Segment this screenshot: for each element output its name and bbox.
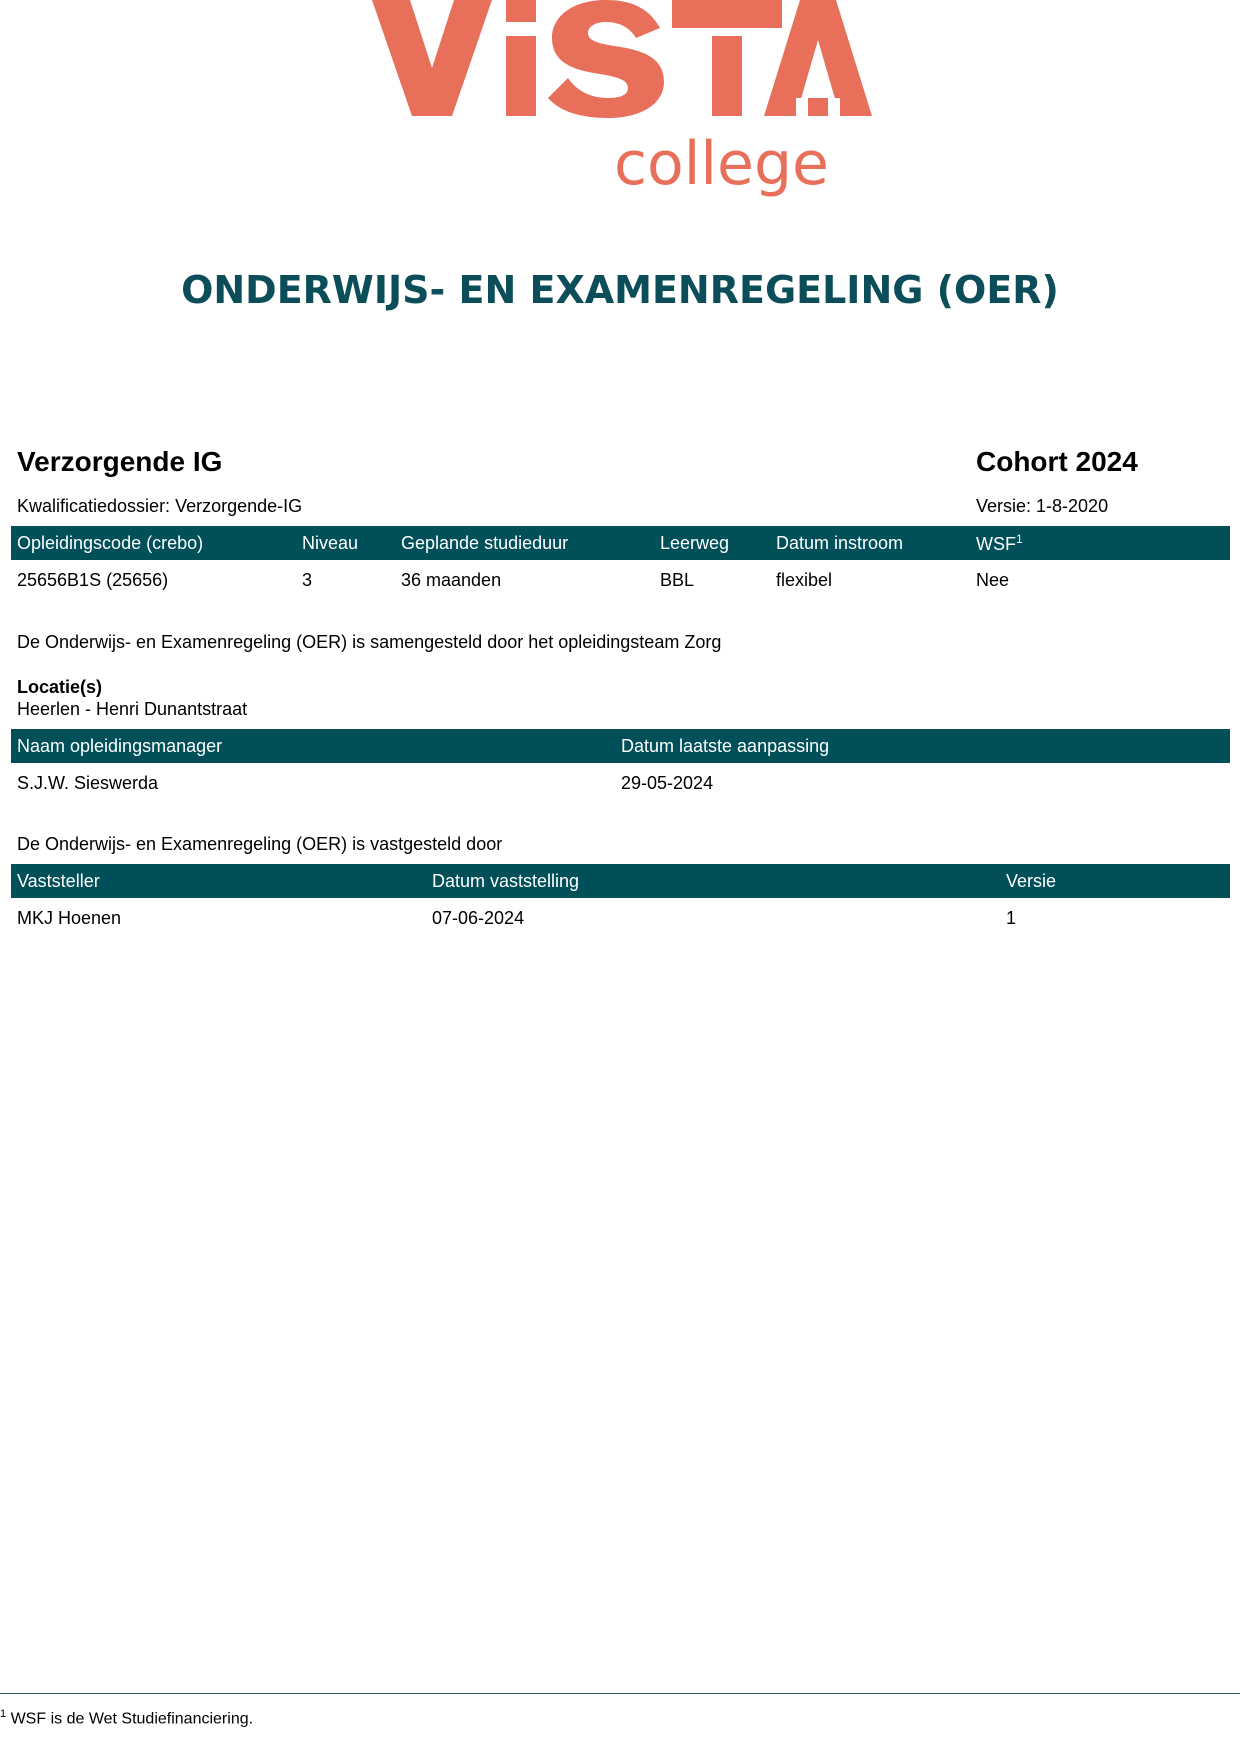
header-crebo: Opleidingscode (crebo) — [11, 526, 296, 560]
header-wsf-label: WSF — [976, 533, 1016, 554]
locations-value: Heerlen - Henri Dunantstraat — [17, 699, 248, 719]
table-header-row — [11, 526, 1230, 560]
program-name: Verzorgende IG — [17, 446, 223, 477]
cell-niveau: 3 — [302, 569, 313, 590]
cohort-label: Cohort 2024 — [976, 446, 1138, 477]
cell-studieduur: 36 maanden — [401, 569, 502, 590]
table-row — [11, 560, 1230, 600]
document-title: ONDERWIJS- EN EXAMENREGELING (OER) — [181, 268, 1059, 312]
program-table — [11, 526, 1230, 600]
header-niveau: Niveau — [296, 526, 395, 560]
composed-by-text: De Onderwijs- en Examenregeling (OER) is samengesteld door het opleidingsteam Zorg — [17, 632, 722, 652]
cell-wsf: Nee — [976, 569, 1010, 590]
footnote-text: WSF is de Wet Studiefinanciering. — [10, 1710, 254, 1728]
table-header-row — [11, 729, 1230, 763]
cell-manager-name: S.J.W. Sieswerda — [17, 772, 159, 793]
header-versie: Versie — [1000, 864, 1230, 898]
established-by-text: De Onderwijs- en Examenregeling (OER) is vastgesteld door — [17, 834, 503, 854]
cell-vaststeller: MKJ Hoenen — [17, 907, 122, 928]
locations-label: Locatie(s) — [17, 677, 103, 697]
header-wsf — [970, 526, 1230, 560]
dossier-version: Versie: 1-8-2020 — [976, 496, 1109, 516]
cell-datum-instroom: flexibel — [776, 569, 833, 590]
table-row — [11, 763, 1230, 803]
footnote — [0, 1708, 253, 1728]
header-vaststeller: Vaststeller — [11, 864, 426, 898]
logo-subtext: college — [614, 129, 829, 199]
cell-crebo: 25656B1S (25656) — [17, 569, 169, 590]
footnote-marker: 1 — [1016, 531, 1023, 546]
table-row — [11, 898, 1230, 938]
footnote-divider — [0, 1693, 1240, 1694]
header-studieduur: Geplande studieduur — [395, 526, 654, 560]
logo-graphic — [368, 0, 872, 210]
header-datum-instroom: Datum instroom — [770, 526, 970, 560]
cell-versie: 1 — [1006, 907, 1017, 928]
manager-table — [11, 729, 1230, 803]
footnote-number: 1 — [0, 1708, 7, 1720]
qualification-dossier: Kwalificatiedossier: Verzorgende-IG — [17, 496, 303, 516]
header-manager-name: Naam opleidingsmanager — [11, 729, 615, 763]
header-datum-vaststelling: Datum vaststelling — [426, 864, 1000, 898]
cell-leerweg: BBL — [660, 569, 695, 590]
vista-college-logo — [0, 0, 1240, 210]
approval-table — [11, 864, 1230, 938]
cell-last-modified: 29-05-2024 — [621, 772, 714, 793]
header-leerweg: Leerweg — [654, 526, 770, 560]
header-last-modified: Datum laatste aanpassing — [615, 729, 1230, 763]
table-header-row — [11, 864, 1230, 898]
program-header — [17, 446, 1227, 516]
cell-datum-vaststelling: 07-06-2024 — [432, 907, 525, 928]
